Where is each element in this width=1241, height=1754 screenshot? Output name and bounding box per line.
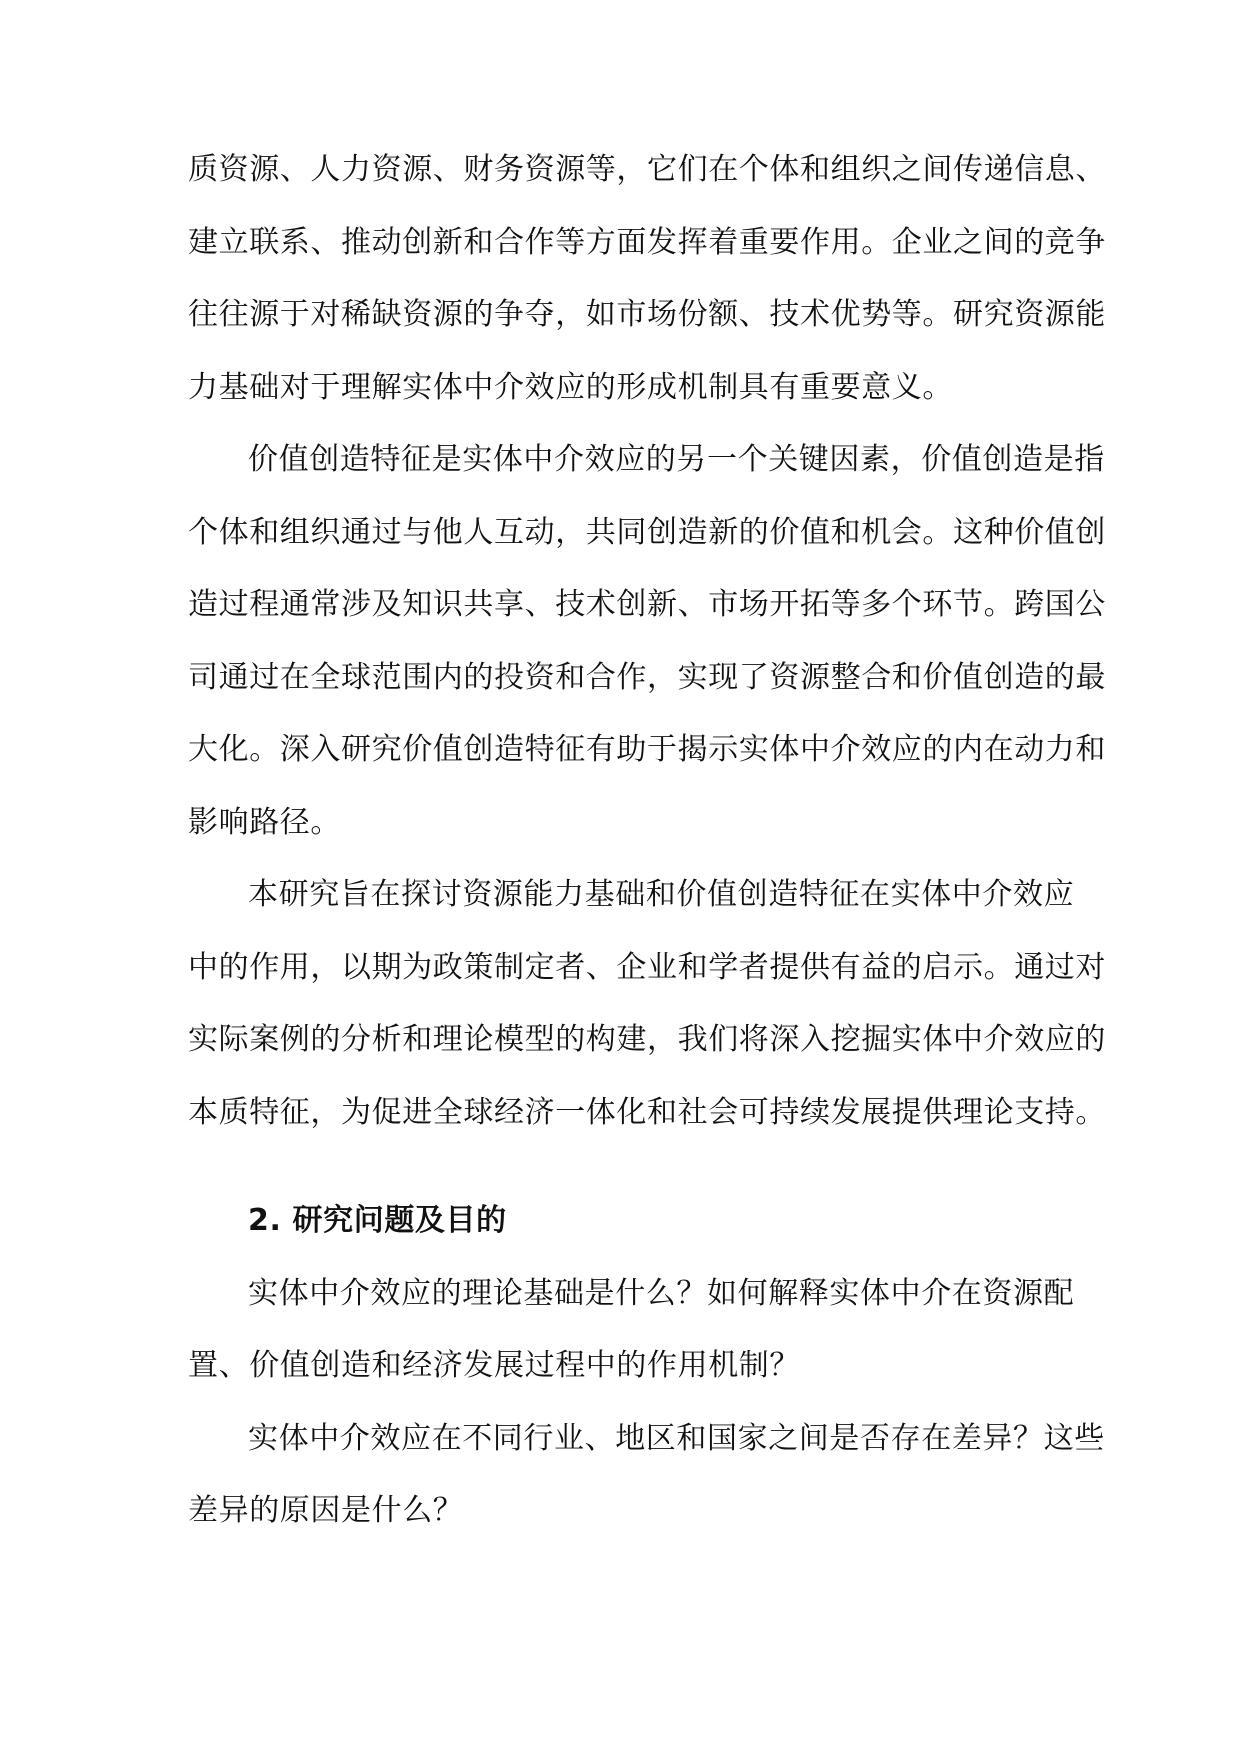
section-heading: 2. 研究问题及目的 <box>248 1203 507 1238</box>
paragraph-line: 大化。深入研究价值创造特征有助于揭示实体中介效应的内在动力和 <box>188 732 1106 767</box>
paragraph-line: 本研究旨在探讨资源能力基础和价值创造特征在实体中介效应 <box>248 877 1075 912</box>
question-2 <box>188 1403 1105 1548</box>
paragraph-line: 本质特征，为促进全球经济一体化和社会可持续发展提供理论支持。 <box>188 1094 1106 1130</box>
paragraph-line: 往往源于对稀缺资源的争夺，如市场份额、技术优势等。研究资源能 <box>188 297 1106 332</box>
question-line: 差异的原因是什么？ <box>188 1493 464 1528</box>
paragraph-line: 质资源、人力资源、财务资源等，它们在个体和组织之间传递信息、 <box>188 152 1106 187</box>
paragraph-line: 价值创造特征是实体中介效应的另一个关键因素，价值创造是指 <box>248 442 1105 477</box>
paragraph-2 <box>188 424 1106 859</box>
paragraph-1 <box>188 134 1106 424</box>
paragraph-line: 实际案例的分析和理论模型的构建，我们将深入挖掘实体中介效应的 <box>188 1022 1106 1057</box>
paragraph-line: 中的作用，以期为政策制定者、企业和学者提供有益的启示。通过对 <box>188 949 1106 985</box>
paragraph-line: 影响路径。 <box>188 804 341 840</box>
paragraph-3 <box>188 859 1106 1149</box>
question-line: 置、价值创造和经济发展过程中的作用机制？ <box>188 1348 800 1383</box>
paragraph-line: 司通过在全球范围内的投资和合作，实现了资源整合和价值创造的最 <box>188 659 1106 695</box>
paragraph-line: 力基础对于理解实体中介效应的形成机制具有重要意义。 <box>188 369 953 405</box>
section-spacer <box>188 1149 1058 1185</box>
page-content <box>188 134 1106 1548</box>
question-1 <box>188 1258 1075 1403</box>
paragraph-line: 建立联系、推动创新和合作等方面发挥着重要作用。企业之间的竞争 <box>188 224 1106 260</box>
question-line: 实体中介效应的理论基础是什么？如何解释实体中介在资源配 <box>248 1275 1075 1311</box>
paragraph-line: 个体和组织通过与他人互动，共同创造新的价值和机会。这种价值创 <box>188 514 1106 550</box>
question-line: 实体中介效应在不同行业、地区和国家之间是否存在差异？这些 <box>248 1420 1105 1456</box>
paragraph-line: 造过程通常涉及知识共享、技术创新、市场开拓等多个环节。跨国公 <box>188 587 1106 622</box>
